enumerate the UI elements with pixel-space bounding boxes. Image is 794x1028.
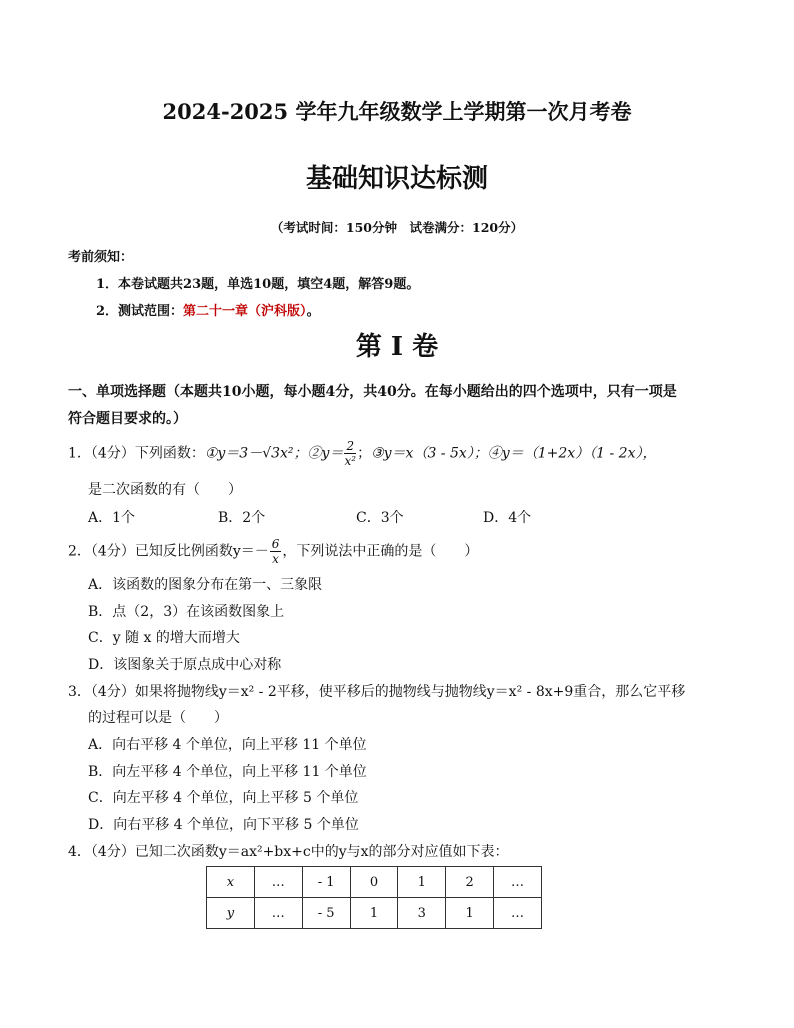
question-2 xyxy=(68,538,478,565)
volume-title: 第 I 卷 xyxy=(355,332,439,362)
notice-item-2 xyxy=(96,300,320,319)
table-cell: - 5 xyxy=(302,898,350,929)
fraction-numerator: 2 xyxy=(346,439,355,453)
notice-item-2-range: 第二十一章（沪科版） xyxy=(183,304,307,319)
value-table xyxy=(206,866,542,929)
question-1-option-a: A．1个 xyxy=(88,510,136,526)
table-cell: 1 xyxy=(398,867,446,898)
question-3-option-c: C．向左平移 4 个单位，向上平移 5 个单位 xyxy=(88,790,359,806)
table-cell: … xyxy=(254,867,302,898)
fraction-denominator: x² xyxy=(344,454,357,468)
question-2-option-d: D．该图象关于原点成中心对称 xyxy=(88,657,282,673)
question-3-option-a: A．向右平移 4 个单位，向上平移 11 个单位 xyxy=(88,737,367,753)
fraction-denominator: x xyxy=(272,552,279,566)
table-cell: y xyxy=(207,898,255,929)
fraction-numerator: 6 xyxy=(271,537,280,551)
question-1-option-c: C．3个 xyxy=(356,510,404,526)
question-2-prefix: 2．（4分）已知反比例函数y＝－ xyxy=(68,543,269,560)
question-1-function-4: ④y＝（1+2x）（1 - 2x）， xyxy=(487,445,657,462)
table-cell: … xyxy=(493,898,541,929)
question-1-line-2: 是二次函数的有（ ） xyxy=(88,482,242,498)
table-cell: 1 xyxy=(446,898,494,929)
question-3-line-2: 的过程可以是（ ） xyxy=(88,710,228,726)
table-cell: … xyxy=(493,867,541,898)
question-2-option-a: A．该函数的图象分布在第一、三象限 xyxy=(88,577,323,593)
table-cell: … xyxy=(254,898,302,929)
exam-info: （考试时间：150分钟 试卷满分：120分） xyxy=(270,220,524,235)
question-3-option-d: D．向右平移 4 个单位，向下平移 5 个单位 xyxy=(88,817,359,833)
section-1-line-1: 一、单项选择题（本题共10小题，每小题4分，共40分。在每小题给出的四个选项中，只有一项是 xyxy=(68,384,677,400)
table-cell: 3 xyxy=(398,898,446,929)
question-1-function-2-pre: ②y＝ xyxy=(307,445,344,462)
section-1-line-2: 符合题目要求的。） xyxy=(68,411,187,427)
question-2-option-c: C．y 随 x 的增大而增大 xyxy=(88,630,240,646)
question-1-function-3: ③y＝x（3 - 5x）； xyxy=(371,445,488,462)
table-cell: 1 xyxy=(350,898,398,929)
table-cell: 2 xyxy=(446,867,494,898)
question-1-function-2-post: ； xyxy=(357,445,372,462)
notice-item-2-prefix: 2．测试范围： xyxy=(96,304,184,319)
question-1-prefix: 1．（4分）下列函数： xyxy=(68,445,205,462)
question-2-fraction xyxy=(270,538,282,565)
question-1 xyxy=(68,440,657,467)
exam-title: 2024-2025 学年九年级数学上学期第一次月考卷 xyxy=(162,99,632,124)
notice-item-2-suffix: 。 xyxy=(306,304,320,319)
question-1-option-d: D．4个 xyxy=(483,510,532,526)
table-row-y xyxy=(207,898,542,929)
table-cell: x xyxy=(207,867,255,898)
question-2-option-b: B．点（2，3）在该函数图象上 xyxy=(88,604,285,620)
question-1-option-b: B．2个 xyxy=(218,510,266,526)
table-row-x xyxy=(207,867,542,898)
question-1-function-1: ①y＝3－√3x²； xyxy=(204,445,308,462)
question-2-suffix: ，下列说法中正确的是（ ） xyxy=(282,543,479,560)
exam-subtitle: 基础知识达标测 xyxy=(305,164,488,194)
question-1-fraction xyxy=(344,440,356,467)
question-3-line-1: 3．（4分）如果将抛物线y＝x² - 2平移，使平移后的抛物线与抛物线y＝x² - 8x+9重合，那么它平移 xyxy=(68,684,686,700)
notice-heading: 考前须知： xyxy=(68,250,134,265)
question-4: 4．（4分）已知二次函数y＝ax²+bx+c中的y与x的部分对应值如下表： xyxy=(68,844,509,860)
question-3-option-b: B．向左平移 4 个单位，向上平移 11 个单位 xyxy=(88,764,367,780)
table-cell: 0 xyxy=(350,867,398,898)
notice-item-1: 1．本卷试题共23题，单选10题，填空4题，解答9题。 xyxy=(96,277,420,292)
table-cell: - 1 xyxy=(302,867,350,898)
